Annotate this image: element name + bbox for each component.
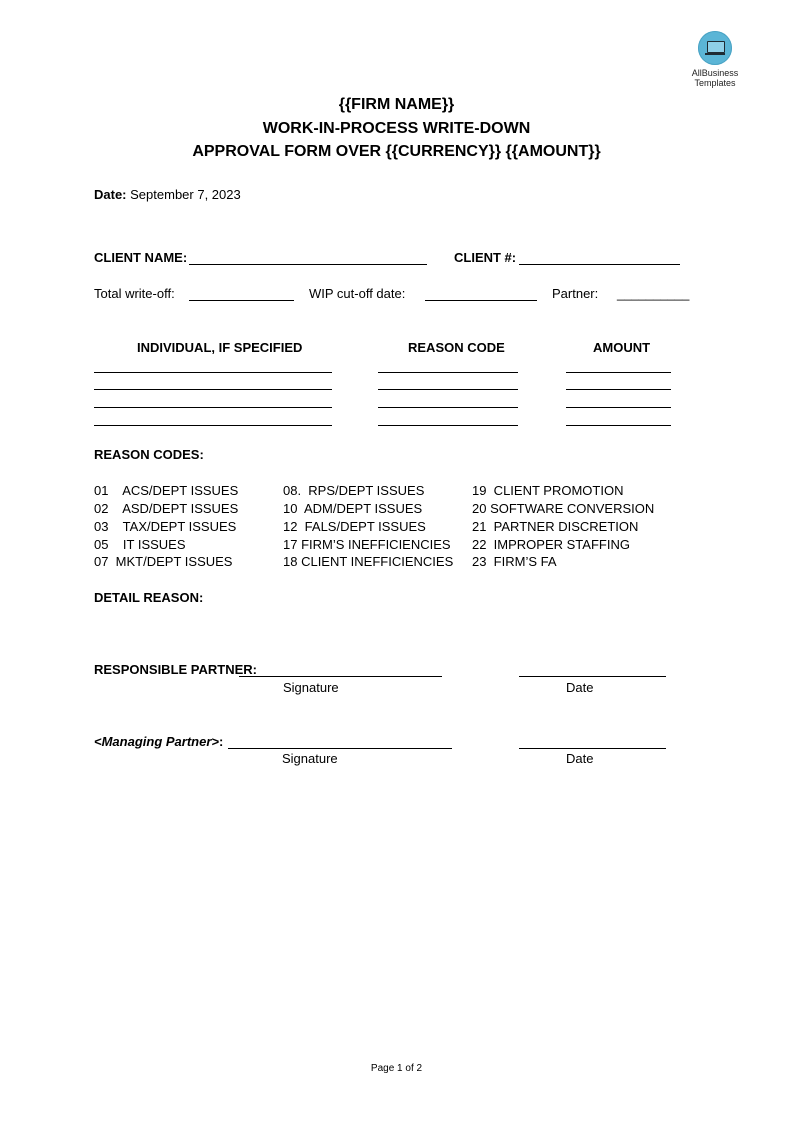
total-writeoff-field[interactable] [189,300,294,301]
managing-signature-field[interactable] [228,748,452,749]
reason-code-item: 07 MKT/DEPT ISSUES [94,554,233,569]
managing-partner-row [94,734,223,749]
client-number-field[interactable] [519,264,680,265]
reason-codes-title: REASON CODES: [94,447,204,462]
reason-code-item: 05 IT ISSUES [94,537,186,552]
date-label: Date: [94,187,127,202]
reason-code-field[interactable] [378,407,518,408]
partner-field[interactable]: __________ [617,286,690,301]
date-value: September 7, 2023 [130,187,241,202]
allbusiness-logo [690,31,740,88]
reason-code-header: REASON CODE [408,340,505,355]
amount-field[interactable] [566,425,671,426]
date-caption: Date [566,751,594,766]
client-number-label: CLIENT #: [454,250,517,265]
logo-line2: Templates [694,78,736,88]
reason-code-item: 22 IMPROPER STAFFING [472,537,630,552]
detail-reason-label: DETAIL REASON: [94,590,204,605]
reason-code-item: 20 SOFTWARE CONVERSION [472,501,655,516]
form-subtitle: APPROVAL FORM OVER {{CURRENCY}} {{AMOUNT}} [192,143,601,160]
reason-code-item: 19 CLIENT PROMOTION [472,483,624,498]
signature-caption: Signature [282,751,338,766]
reason-code-field[interactable] [378,372,518,373]
total-writeoff-label: Total write-off: [94,286,175,301]
firm-name-title: {{FIRM NAME}} [338,96,455,113]
form-title: WORK-IN-PROCESS WRITE-DOWN [262,120,531,137]
reason-code-field[interactable] [378,389,518,390]
individual-field[interactable] [94,372,332,373]
wip-cutoff-field[interactable] [425,300,537,301]
date-caption: Date [566,680,594,695]
individual-header: INDIVIDUAL, IF SPECIFIED [137,340,303,355]
individual-field[interactable] [94,425,332,426]
managing-partner-colon: : [218,734,224,749]
page-number: Page 1 of 2 [370,1063,423,1074]
signature-caption: Signature [283,680,339,695]
individual-field[interactable] [94,407,332,408]
managing-partner-label: <Managing Partner> [94,734,219,749]
reason-code-item: 01 ACS/DEPT ISSUES [94,483,239,498]
reason-code-item: 17 FIRM’S INEFFICIENCIES [283,537,451,552]
partner-label: Partner: [552,286,599,301]
reason-code-item: 10 ADM/DEPT ISSUES [283,501,423,516]
reason-code-item: 21 PARTNER DISCRETION [472,519,639,534]
reason-code-item: 03 TAX/DEPT ISSUES [94,519,237,534]
laptop-icon [698,31,732,65]
logo-line1: AllBusiness [691,68,739,78]
client-name-label: CLIENT NAME: [94,250,188,265]
amount-header: AMOUNT [593,340,651,355]
reason-code-item: 23 FIRM’S FA [472,554,557,569]
responsible-partner-label: RESPONSIBLE PARTNER: [94,662,257,677]
reason-code-field[interactable] [378,425,518,426]
date-row [94,187,241,202]
amount-field[interactable] [566,389,671,390]
amount-field[interactable] [566,407,671,408]
reason-code-item: 12 FALS/DEPT ISSUES [283,519,426,534]
reason-code-item: 18 CLIENT INEFFICIENCIES [283,554,454,569]
responsible-signature-field[interactable] [239,676,442,677]
responsible-date-field[interactable] [519,676,666,677]
reason-code-item: 08. RPS/DEPT ISSUES [283,483,425,498]
reason-code-item: 02 ASD/DEPT ISSUES [94,501,239,516]
amount-field[interactable] [566,372,671,373]
individual-field[interactable] [94,389,332,390]
managing-date-field[interactable] [519,748,666,749]
wip-cutoff-label: WIP cut-off date: [309,286,406,301]
client-name-field[interactable] [189,264,427,265]
